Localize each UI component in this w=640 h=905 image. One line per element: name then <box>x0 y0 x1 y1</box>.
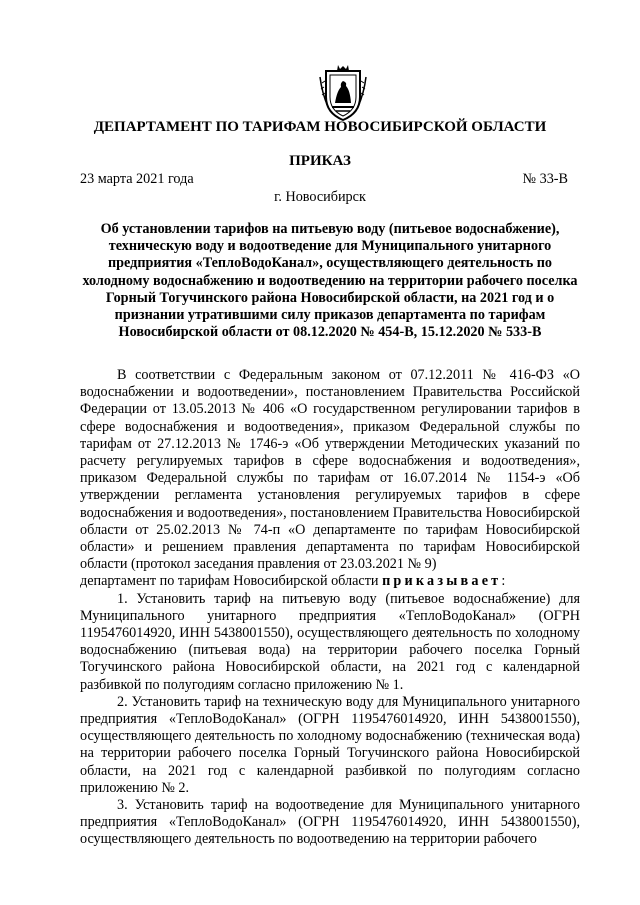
order-body <box>80 367 580 849</box>
order-title: Об установлении тарифов на питьевую воду (питьевое водоснабжение), техническую воду и водоотведение для Муниципального унитарного предприятия «ТеплоВодоКанал», осуществляющего деятельность по холодному водоснабжению и водоотведению на территории рабочего поселка Горный Тогучинского района Новосибирской области, на 2021 год и о признании утратившими силу приказов департамента по тарифам Новосибирской области от 08.12.2020 № 454-В, 15.12.2020 № 533-В <box>82 221 578 341</box>
order-city: г. Новосибирск <box>274 189 366 205</box>
document-type: ПРИКАЗ <box>289 153 351 169</box>
orders-colon: : <box>501 573 506 590</box>
order-item-3: 3. Установить тариф на водоотведение для Муниципального унитарного предприятия «ТеплоВодоКанал» (ОГРН 1195476014920, ИНН 5438001550), осуществляющего деятельность по водоотведению на территории рабочего <box>80 797 580 848</box>
orders-lead: департамент по тарифам Новосибирской области <box>80 573 379 590</box>
orders-line <box>80 573 580 590</box>
coat-of-arms-emblem <box>318 63 368 123</box>
order-item-2: 2. Установить тариф на техническую воду для Муниципального унитарного предприятия «ТеплоВодоКанал» (ОГРН 1195476014920, ИНН 5438001550), осуществляющего деятельность по холодному водоснабжению (техническая вода) на территории рабочего поселка Горный Тогучинского района Новосибирской области, на 2021 год с календарной разбивкой по полугодиям согласно приложению № 2. <box>80 693 580 796</box>
orders-word: приказывает <box>382 573 502 590</box>
preamble-paragraph: В соответствии с Федеральным законом от 07.12.2011 № 416-ФЗ «О водоснабжении и водоотведении», постановлением Правительства Российской Федерации от 13.05.2013 № 406 «О государственном регулировании тарифов в сфере водоснабжения и водоотведения», приказом Федеральной службы по тарифам от 27.12.2013 № 1746-э «Об утверждении Методических указаний по расчету регулируемых тарифов в сфере водоснабжения и водоотведения», приказом Федеральной службы по тарифам от 16.07.2014 № 1154-э «Об утверждении регламента установления регулируемых тарифов в сфере водоснабжения и водоотведения», постановлением Правительства Новосибирской области от 25.02.2013 № 74-п «О департаменте по тарифам Новосибирской области» и решением правления департамента по тарифам Новосибирской области (протокол заседания правления от 23.03.2021 № 9) <box>80 367 580 573</box>
order-number: № 33-В <box>522 171 568 187</box>
order-date: 23 марта 2021 года <box>80 171 194 187</box>
order-item-1: 1. Установить тариф на питьевую воду (питьевое водоснабжение) для Муниципального унитарного предприятия «ТеплоВодоКанал» (ОГРН 1195476014920, ИНН 5438001550), осуществляющего деятельность по холодному водоснабжению (питьевая вода) на территории рабочего поселка Горный Тогучинского района Новосибирской области, на 2021 год с календарной разбивкой по полугодиям согласно приложению № 1. <box>80 590 580 693</box>
department-name: ДЕПАРТАМЕНТ ПО ТАРИФАМ НОВОСИБИРСКОЙ ОБЛАСТИ <box>93 119 547 135</box>
